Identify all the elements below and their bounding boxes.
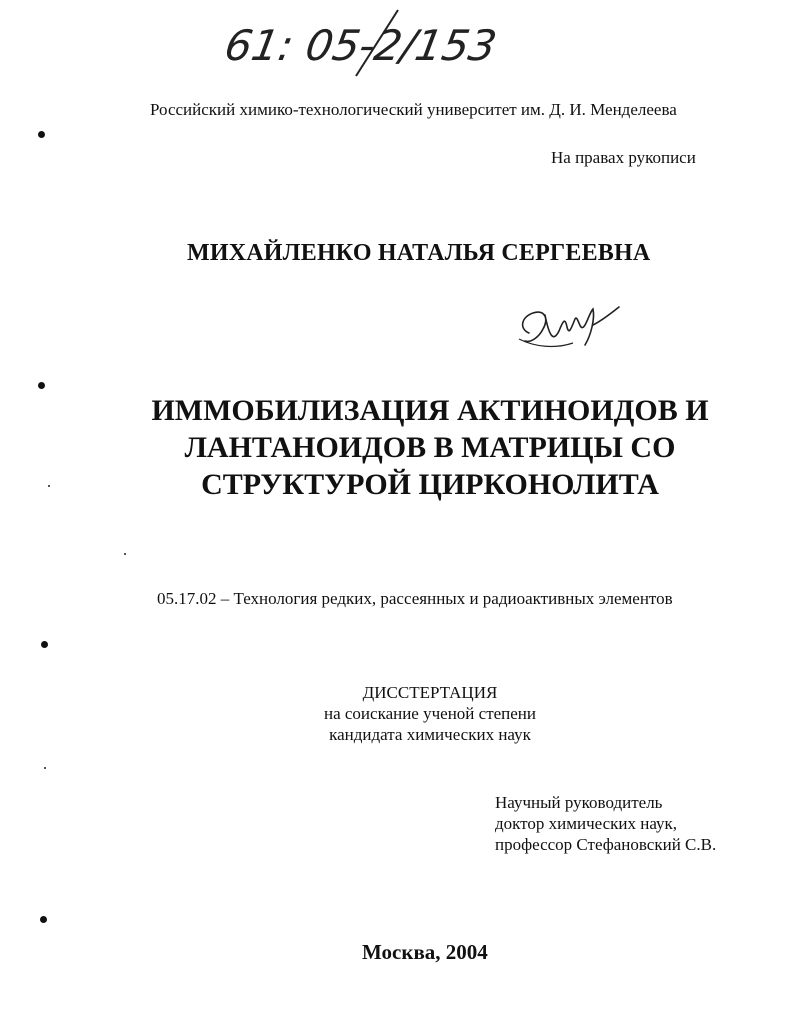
university-name: Российский химико-технологический университет им. Д. И. Менделеева <box>150 100 677 119</box>
supervisor-block <box>495 792 716 855</box>
dissertation-title <box>100 392 760 503</box>
title-line: ИММОБИЛИЗАЦИЯ АКТИНОИДОВ И <box>151 394 709 427</box>
supervisor-degree: доктор химических наук, <box>495 814 678 833</box>
supervisor-role: Научный руководитель <box>495 793 663 812</box>
specialty-code: 05.17.02 – Технология редких, рассеянных и радиоактивных элементов <box>157 589 673 608</box>
scan-speck <box>48 485 50 487</box>
binding-hole-dot <box>38 131 45 138</box>
manuscript-rights-note: На правах рукописи <box>551 148 696 167</box>
author-signature <box>515 295 625 355</box>
supervisor-name: профессор Стефановский С.В. <box>495 835 717 854</box>
handwritten-archive-text: 61: 05-2/153 <box>221 21 501 70</box>
dissertation-type <box>250 682 610 745</box>
author-name: МИХАЙЛЕНКО НАТАЛЬЯ СЕРГЕЕВНА <box>187 240 651 266</box>
binding-hole-dot <box>40 916 47 923</box>
binding-hole-dot <box>41 641 48 648</box>
title-line: СТРУКТУРОЙ ЦИРКОНОЛИТА <box>201 468 659 501</box>
scan-speck <box>124 553 126 555</box>
handwritten-archive-number <box>221 8 501 78</box>
scan-speck <box>44 767 46 769</box>
city-year: Москва, 2004 <box>362 940 488 964</box>
title-line: ЛАНТАНОИДОВ В МАТРИЦЫ СО <box>184 431 676 464</box>
dissertation-field-line: кандидата химических наук <box>329 725 531 744</box>
binding-hole-dot <box>38 382 45 389</box>
dissertation-degree-line: на соискание ученой степени <box>323 704 537 723</box>
dissertation-heading: ДИССТЕРТАЦИЯ <box>362 683 498 702</box>
